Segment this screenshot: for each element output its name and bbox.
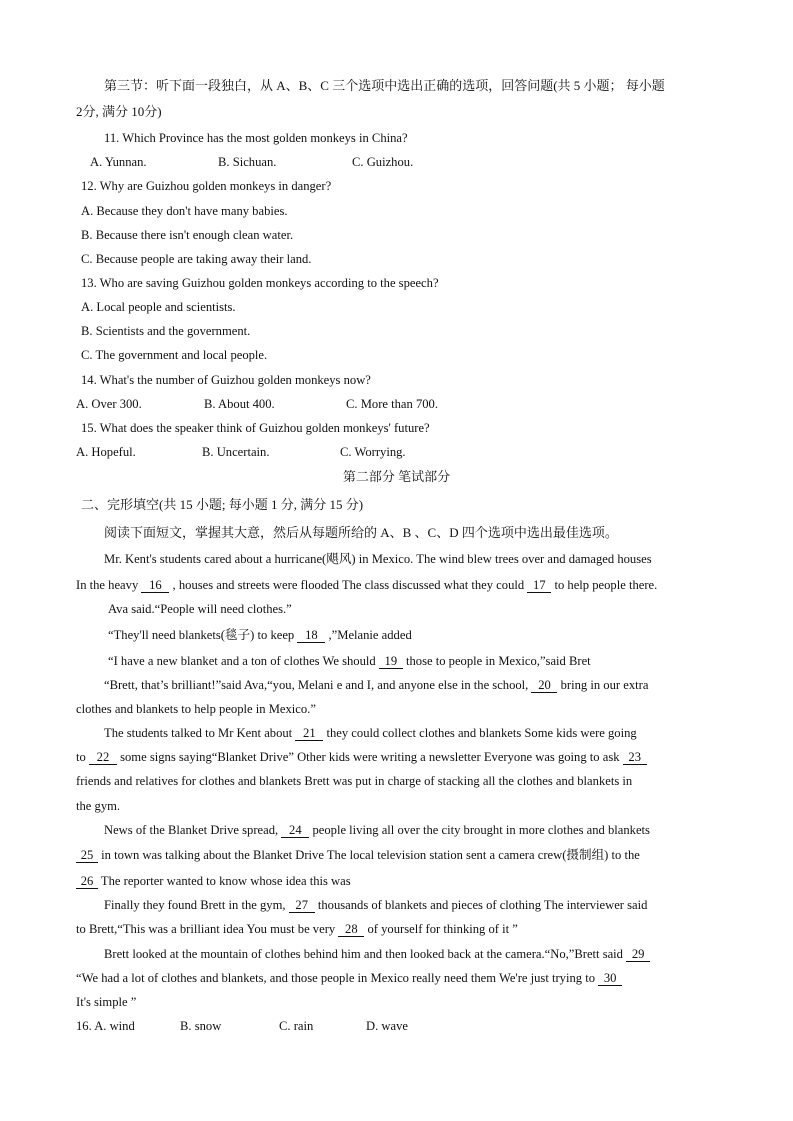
passage-line: 25 in town was talking about the Blanket Drive The local television station sent a camera crew(摄制组) to the [76, 847, 640, 863]
blank-27[interactable]: 27 [289, 899, 315, 913]
passage-line: In the heavy 16 , houses and streets were flooded The class discussed what they could 17 to help people there. [76, 578, 658, 592]
blank-23[interactable]: 23 [623, 751, 647, 765]
blank-24[interactable]: 24 [281, 824, 309, 838]
blank-22[interactable]: 22 [89, 751, 117, 765]
section3-instruction-line1: 第三节：听下面一段独白，从 A、B、C 三个选项中选出正确的选项，回答问题(共 5 小题； 每小题 [104, 78, 665, 93]
passage-line: The students talked to Mr Kent about 21 they could collect clothes and blankets Some kids were going [104, 726, 637, 740]
q15-option-b[interactable]: B. Uncertain. [202, 445, 270, 459]
question-15: 15. What does the speaker think of Guizhou golden monkeys' future? [81, 421, 430, 435]
q13-option-c[interactable]: C. The government and local people. [81, 348, 268, 362]
q14-option-c[interactable]: C. More than 700. [346, 397, 438, 411]
section3-instruction-line2: 2分, 满分 10分) [76, 104, 162, 119]
passage-line: “Brett, that’s brilliant!”said Ava,“you, Melani e and I, and anyone else in the school, 20 bring in our extra [104, 678, 649, 692]
cloze-instruction: 阅读下面短文，掌握其大意，然后从每题所给的 A、B 、C、D 四个选项中选出最佳选项。 [104, 525, 618, 540]
q12-option-c[interactable]: C. Because people are taking away their land. [81, 252, 312, 266]
q13-option-b[interactable]: B. Scientists and the government. [81, 324, 251, 338]
q15-option-c[interactable]: C. Worrying. [340, 445, 406, 459]
passage-line: “They'll need blankets(毯子) to keep 18 ,”Melanie added [108, 628, 412, 642]
passage-line: “I have a new blanket and a ton of clothes We should 19 those to people in Mexico,”said Bret [108, 654, 591, 668]
q16-option-c[interactable]: C. rain [279, 1019, 314, 1033]
passage-line: News of the Blanket Drive spread, 24 people living all over the city brought in more clothes and blankets [104, 823, 650, 837]
passage-line: clothes and blankets to help people in Mexico.” [76, 702, 316, 716]
q14-option-a[interactable]: A. Over 300. [76, 397, 142, 411]
blank-19[interactable]: 19 [379, 655, 403, 669]
passage-line: to Brett,“This was a brilliant idea You must be very 28 of yourself for thinking of it ” [76, 922, 518, 936]
passage-line: friends and relatives for clothes and blankets Brett was put in charge of stacking all the clothes and blankets in [76, 774, 633, 788]
blank-28[interactable]: 28 [338, 923, 364, 937]
q12-option-b[interactable]: B. Because there isn't enough clean water. [81, 228, 294, 242]
blank-20[interactable]: 20 [531, 679, 557, 693]
q16-option-d[interactable]: D. wave [366, 1019, 408, 1033]
question-12: 12. Why are Guizhou golden monkeys in danger? [81, 179, 332, 193]
blank-16[interactable]: 16 [141, 579, 169, 593]
passage-line: It's simple ” [76, 995, 137, 1009]
part2-title: 第二部分 笔试部分 [342, 469, 451, 484]
q13-option-a[interactable]: A. Local people and scientists. [81, 300, 236, 314]
passage-line: to 22 some signs saying“Blanket Drive” Other kids were writing a newsletter Everyone was going to ask 23 [76, 749, 647, 765]
q11-option-a[interactable]: A. Yunnan. [90, 155, 147, 169]
q14-option-b[interactable]: B. About 400. [204, 397, 275, 411]
q16-option-a[interactable]: 16. A. wind [76, 1019, 135, 1033]
blank-18[interactable]: 18 [297, 629, 325, 643]
q15-option-a[interactable]: A. Hopeful. [76, 445, 136, 459]
passage-line: Ava said.“People will need clothes.” [108, 602, 292, 616]
passage-line: Mr. Kent's students cared about a hurricane(飓风) in Mexico. The wind blew trees over and damaged houses [104, 552, 652, 566]
blank-25[interactable]: 25 [76, 849, 98, 863]
blank-17[interactable]: 17 [527, 579, 551, 593]
q11-option-c[interactable]: C. Guizhou. [352, 155, 414, 169]
cloze-title: 二、完形填空(共 15 小题; 每小题 1 分, 满分 15 分) [81, 497, 364, 512]
blank-26[interactable]: 26 [76, 875, 98, 889]
passage-line: the gym. [76, 799, 121, 813]
question-13: 13. Who are saving Guizhou golden monkeys according to the speech? [81, 276, 439, 290]
question-11: 11. Which Province has the most golden monkeys in China? [104, 131, 408, 145]
q16-option-b[interactable]: B. snow [180, 1019, 222, 1033]
passage-line: Finally they found Brett in the gym, 27 thousands of blankets and pieces of clothing The interviewer said [104, 898, 648, 912]
blank-21[interactable]: 21 [295, 727, 323, 741]
passage-line: 26 The reporter wanted to know whose idea this was [76, 873, 351, 889]
q12-option-a[interactable]: A. Because they don't have many babies. [81, 204, 288, 218]
passage-line: Brett looked at the mountain of clothes behind him and then looked back at the camera.“No,”Brett said 29 [104, 946, 650, 962]
blank-29[interactable]: 29 [626, 948, 650, 962]
q11-option-b[interactable]: B. Sichuan. [218, 155, 277, 169]
passage-line: “We had a lot of clothes and blankets, and those people in Mexico really need them We're just trying to 30 [76, 970, 622, 986]
question-14: 14. What's the number of Guizhou golden monkeys now? [81, 373, 371, 387]
blank-30[interactable]: 30 [598, 972, 622, 986]
